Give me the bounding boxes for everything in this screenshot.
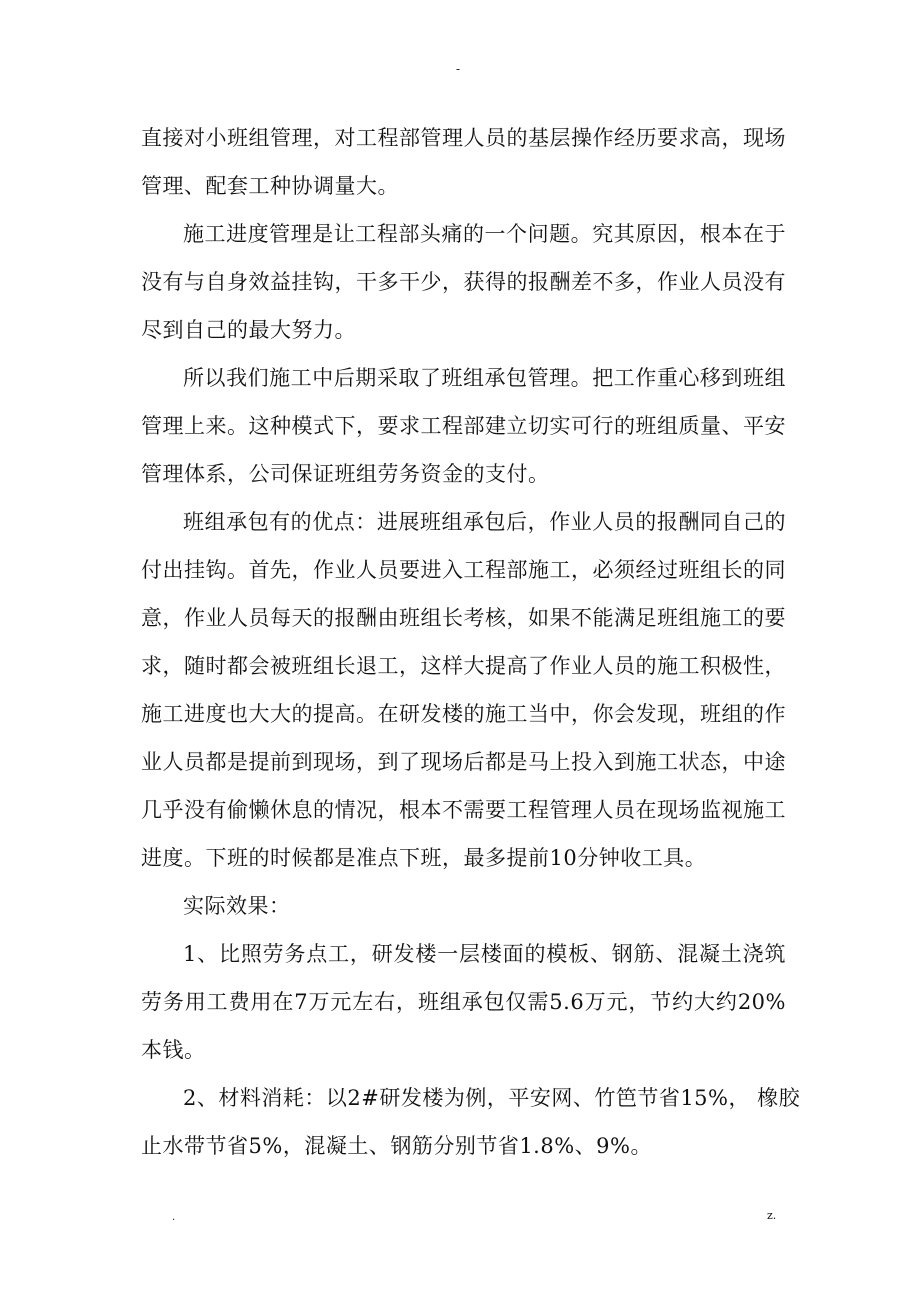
text-line: 止水带节省5%，混凝土、钢筋分别节省1.8%、9%。: [141, 1134, 652, 1158]
text-line: 1、比照劳务点工，研发楼一层楼面的模板、钢筋、混凝土浇筑: [183, 942, 786, 966]
paragraph-3: [141, 354, 786, 498]
text-line: 业人员都是提前到现场，到了现场后都是马上投入到施工状态，中途: [141, 750, 786, 774]
footer-left-mark: .: [172, 1212, 176, 1223]
text-line: 所以我们施工中后期采取了班组承包管理。把工作重心移到班组: [183, 366, 786, 390]
header-mark: -: [456, 62, 461, 76]
paragraph-4: [141, 498, 786, 882]
text-line: 管理、配套工种协调量大。: [141, 174, 399, 198]
text-line: 2、材料消耗：以2#研发楼为例，平安网、竹笆节省15%， 橡胶: [183, 1086, 801, 1110]
paragraph-2: [141, 210, 786, 354]
paragraph-7: [141, 1074, 801, 1170]
paragraph-1: [141, 114, 786, 210]
document-body: [141, 114, 801, 1170]
text-line: 施工进度也大大的提高。在研发楼的施工当中，你会发现，班组的作: [141, 702, 786, 726]
text-line: 进度。下班的时候都是准点下班，最多提前10分钟收工具。: [141, 846, 707, 870]
text-line: 施工进度管理是让工程部头痛的一个问题。究其原因，根本在于: [183, 222, 786, 246]
text-line: 管理体系，公司保证班组劳务资金的支付。: [141, 462, 550, 486]
text-line: 意，作业人员每天的报酬由班组长考核，如果不能满足班组施工的要: [141, 606, 786, 630]
text-line: 付出挂钩。首先，作业人员要进入工程部施工，必须经过班组长的同: [141, 558, 786, 582]
footer-right-mark: z.: [767, 1209, 777, 1222]
text-line: 本钱。: [141, 1038, 206, 1062]
text-line: 实际效果：: [183, 894, 291, 918]
text-line: 劳务用工费用在7万元左右，班组承包仅需5.6万元，节约大约20%: [141, 990, 786, 1014]
text-line: 直接对小班组管理，对工程部管理人员的基层操作经历要求高，现场: [141, 126, 786, 150]
text-line: 几乎没有偷懒休息的情况，根本不需要工程管理人员在现场监视施工: [141, 798, 786, 822]
paragraph-6: [141, 930, 786, 1074]
paragraph-5: [141, 882, 786, 930]
text-line: 班组承包有的优点：进展班组承包后，作业人员的报酬同自己的: [183, 510, 786, 534]
text-line: 管理上来。这种模式下，要求工程部建立切实可行的班组质量、平安: [141, 414, 786, 438]
text-line: 尽到自己的最大努力。: [141, 318, 356, 342]
text-line: 没有与自身效益挂钩，干多干少，获得的报酬差不多，作业人员没有: [141, 270, 786, 294]
text-line: 求，随时都会被班组长退工，这样大提高了作业人员的施工积极性，: [141, 654, 786, 678]
